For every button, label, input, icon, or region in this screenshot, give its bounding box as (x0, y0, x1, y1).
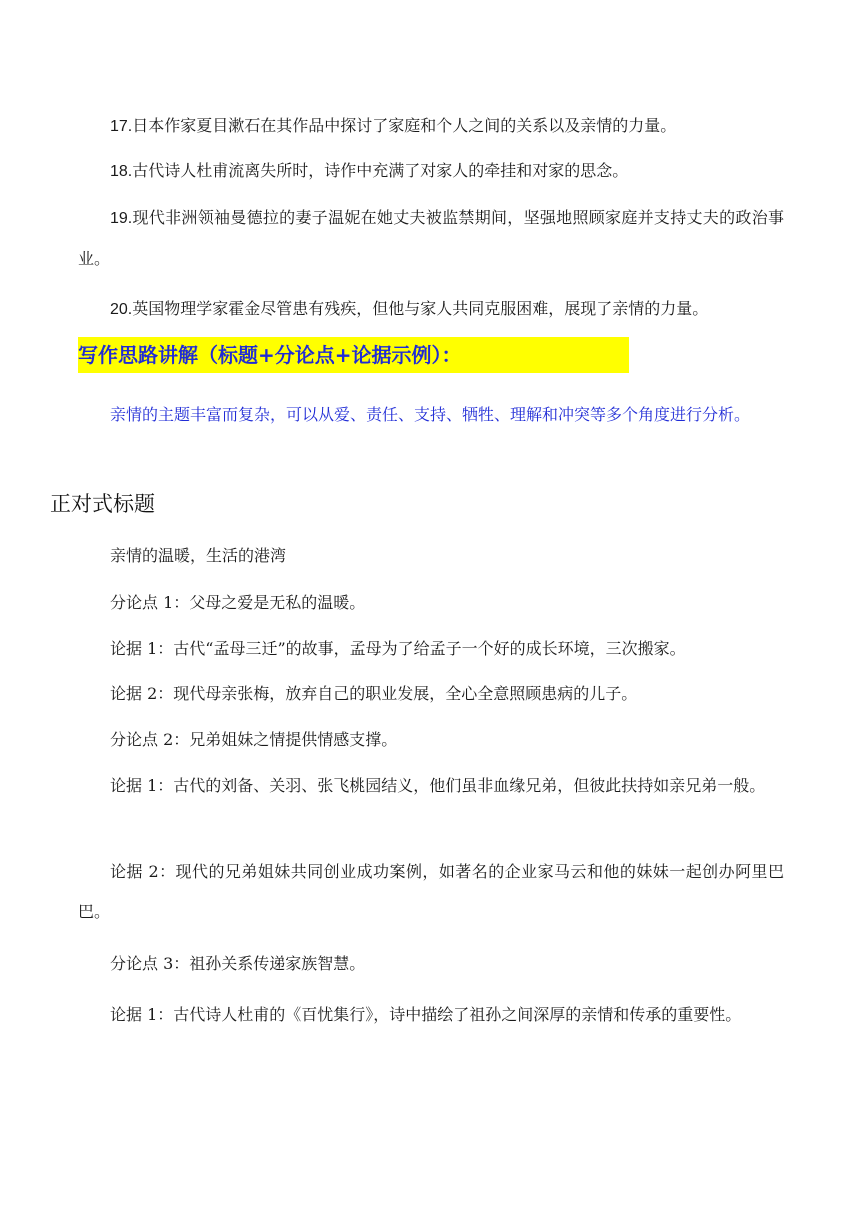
evidence: 论据 2：现代的兄弟姐妹共同创业成功案例，如著名的企业家马云和他的妹妹一起创办阿里巴巴。 (78, 862, 784, 921)
list-item: 20.英国物理学家霍金尽管患有残疾，但他与家人共同克服困难，展现了亲情的力量。 (110, 299, 709, 318)
evidence: 论据 2：现代母亲张梅，放弃自己的职业发展，全心全意照顾患病的儿子。 (110, 684, 638, 703)
list-item: 18.古代诗人杜甫流离失所时，诗作中充满了对家人的牵挂和对家的思念。 (110, 161, 629, 180)
section-heading: 写作思路讲解（标题+分论点+论据示例）： (78, 337, 629, 373)
evidence: 论据 1：古代诗人杜甫的《百忧集行》，诗中描绘了祖孙之间深厚的亲情和传承的重要性。 (110, 1005, 742, 1024)
subheading: 正对式标题 (50, 492, 155, 516)
list-item: 17.日本作家夏目漱石在其作品中探讨了家庭和个人之间的关系以及亲情的力量。 (110, 116, 677, 135)
sub-argument: 分论点 2：兄弟姐妹之情提供情感支撑。 (110, 730, 398, 749)
sub-argument: 分论点 1：父母之爱是无私的温暖。 (110, 593, 366, 612)
list-item: 19.现代非洲领袖曼德拉的妻子温妮在她丈夫被监禁期间，坚强地照顾家庭并支持丈夫的政治事业。 (78, 208, 784, 268)
intro-paragraph: 亲情的主题丰富而复杂，可以从爱、责任、支持、牺牲、理解和冲突等多个角度进行分析。 (110, 405, 751, 424)
sub-argument: 分论点 3：祖孙关系传递家族智慧。 (110, 954, 366, 973)
evidence: 论据 1：古代“孟母三迁”的故事，孟母为了给孟子一个好的成长环境，三次搬家。 (110, 639, 686, 658)
essay-title-line: 亲情的温暖，生活的港湾 (110, 546, 287, 565)
evidence: 论据 1：古代的刘备、关羽、张飞桃园结义，他们虽非血缘兄弟，但彼此扶持如亲兄弟一般。 (110, 776, 766, 795)
